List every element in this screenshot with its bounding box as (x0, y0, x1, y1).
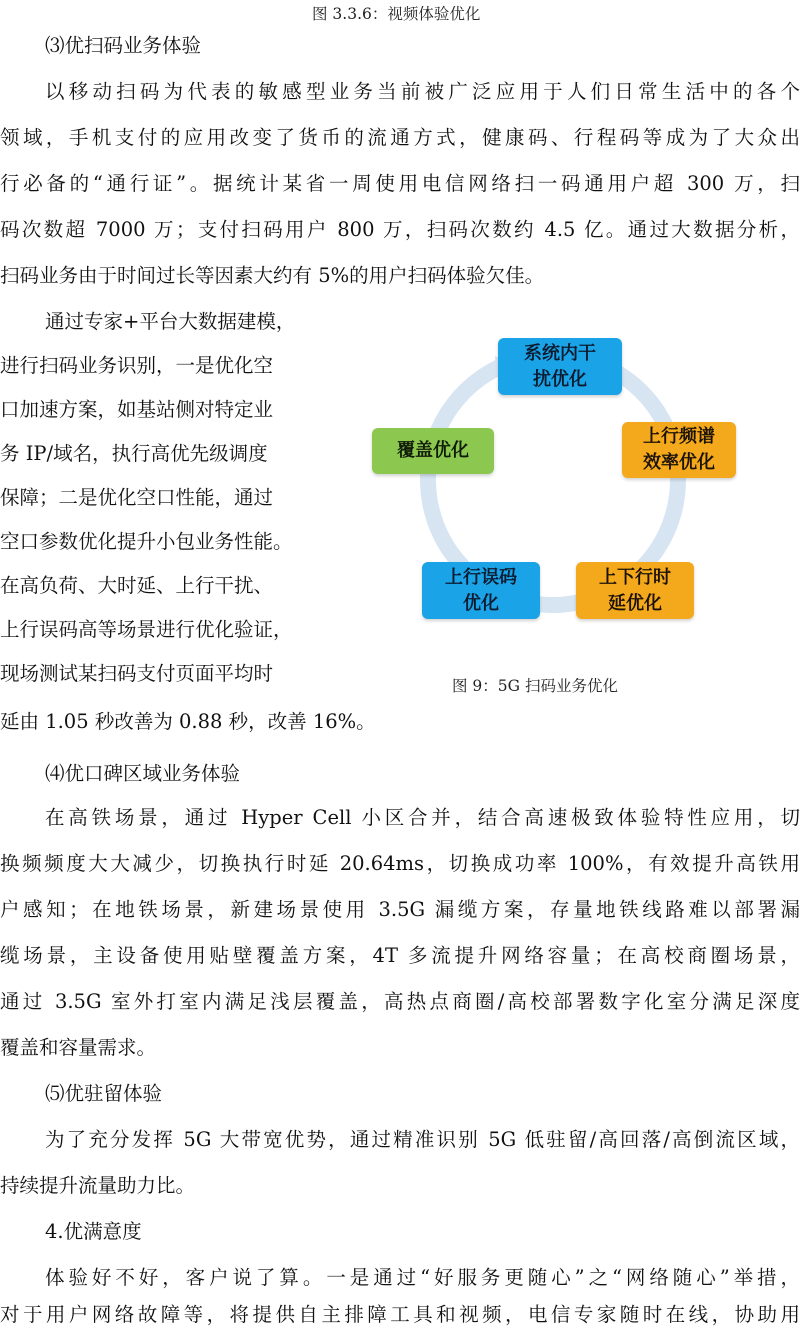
paragraph-line: 保障；二是优化空口性能，通过 (0, 486, 274, 509)
paragraph-line: 延由 1.05 秒改善为 0.88 秒，改善 16%。 (0, 710, 376, 733)
paragraph-line: 在高负荷、大时延、上行干扰、 (0, 574, 274, 597)
section-heading: 4.优满意度 (45, 1220, 142, 1243)
paragraph-line: 现场测试某扫码支付页面平均时 (0, 662, 274, 685)
node-uplink-ber-optimization: 上行误码 优化 (422, 562, 540, 619)
node-interference-optimization: 系统内干 扰优化 (498, 338, 622, 395)
paragraph-line: 以移动扫码为代表的敏感型业务当前被广泛应用于人们日常生活中的各个 (45, 80, 800, 103)
paragraph-line: 持续提升流量助力比。 (0, 1174, 196, 1197)
paragraph-line: 户感知；在地铁场景，新建场景使用 3.5G 漏缆方案，存量地铁线路难以部署漏 (0, 898, 800, 921)
section-heading: ⑸优驻留体验 (45, 1082, 163, 1105)
figure-caption: 图 9：5G 扫码业务优化 (452, 677, 618, 695)
paragraph-line: 通过 3.5G 室外打室内满足浅层覆盖，高热点商圈/高校部署数字化室分满足深度 (0, 990, 800, 1013)
paragraph-line: 务 IP/域名，执行高优先级调度 (0, 442, 268, 465)
node-uplink-spectrum-optimization: 上行频谱 效率优化 (622, 422, 736, 478)
top-figure-caption: 图 3.3.6：视频体验优化 (312, 5, 481, 23)
paragraph-line: 为了充分发挥 5G 大带宽优势，通过精准识别 5G 低驻留/高回落/高倒流区域， (45, 1128, 800, 1151)
paragraph-line: 进行扫码业务识别，一是优化空 (0, 354, 274, 377)
paragraph-line: 空口参数优化提升小包业务性能。 (0, 530, 293, 553)
section-heading: ⑶优扫码业务体验 (45, 34, 202, 57)
optimization-cycle-diagram (365, 330, 720, 630)
paragraph-line: 行必备的“通行证”。据统计某省一周使用电信网络扫一码通用户超 300 万，扫 (0, 172, 800, 195)
paragraph-line: 体验好不好，客户说了算。一是通过“好服务更随心”之“网络随心”举措， (45, 1266, 800, 1289)
paragraph-line: 口加速方案，如基站侧对特定业 (0, 398, 274, 421)
paragraph-line: 缆场景，主设备使用贴壁覆盖方案，4T 多流提升网络容量；在高校商圈场景， (0, 944, 800, 967)
paragraph-line: 对于用户网络故障等，将提供自主排障工具和视频，电信专家随时在线，协助用 (0, 1303, 800, 1326)
paragraph-line: 上行误码高等场景进行优化验证， (0, 618, 293, 641)
section-heading: ⑷优口碑区域业务体验 (45, 762, 241, 785)
paragraph-line: 覆盖和容量需求。 (0, 1036, 157, 1059)
paragraph-line: 领域，手机支付的应用改变了货币的流通方式，健康码、行程码等成为了大众出 (0, 126, 800, 149)
paragraph-line: 通过专家+平台大数据建模， (45, 310, 296, 333)
paragraph-line: 扫码业务由于时间过长等因素大约有 5%的用户扫码体验欠佳。 (0, 264, 545, 287)
node-coverage-optimization: 覆盖优化 (372, 428, 494, 474)
paragraph-line: 码次数超 7000 万；支付扫码用户 800 万，扫码次数约 4.5 亿。通过大数据分析， (0, 218, 800, 241)
node-latency-optimization: 上下行时 延优化 (576, 562, 694, 619)
paragraph-line: 在高铁场景，通过 Hyper Cell 小区合并，结合高速极致体验特性应用，切 (45, 806, 800, 829)
paragraph-line: 换频频度大大减少，切换执行时延 20.64ms，切换成功率 100%，有效提升高铁用 (0, 852, 800, 875)
